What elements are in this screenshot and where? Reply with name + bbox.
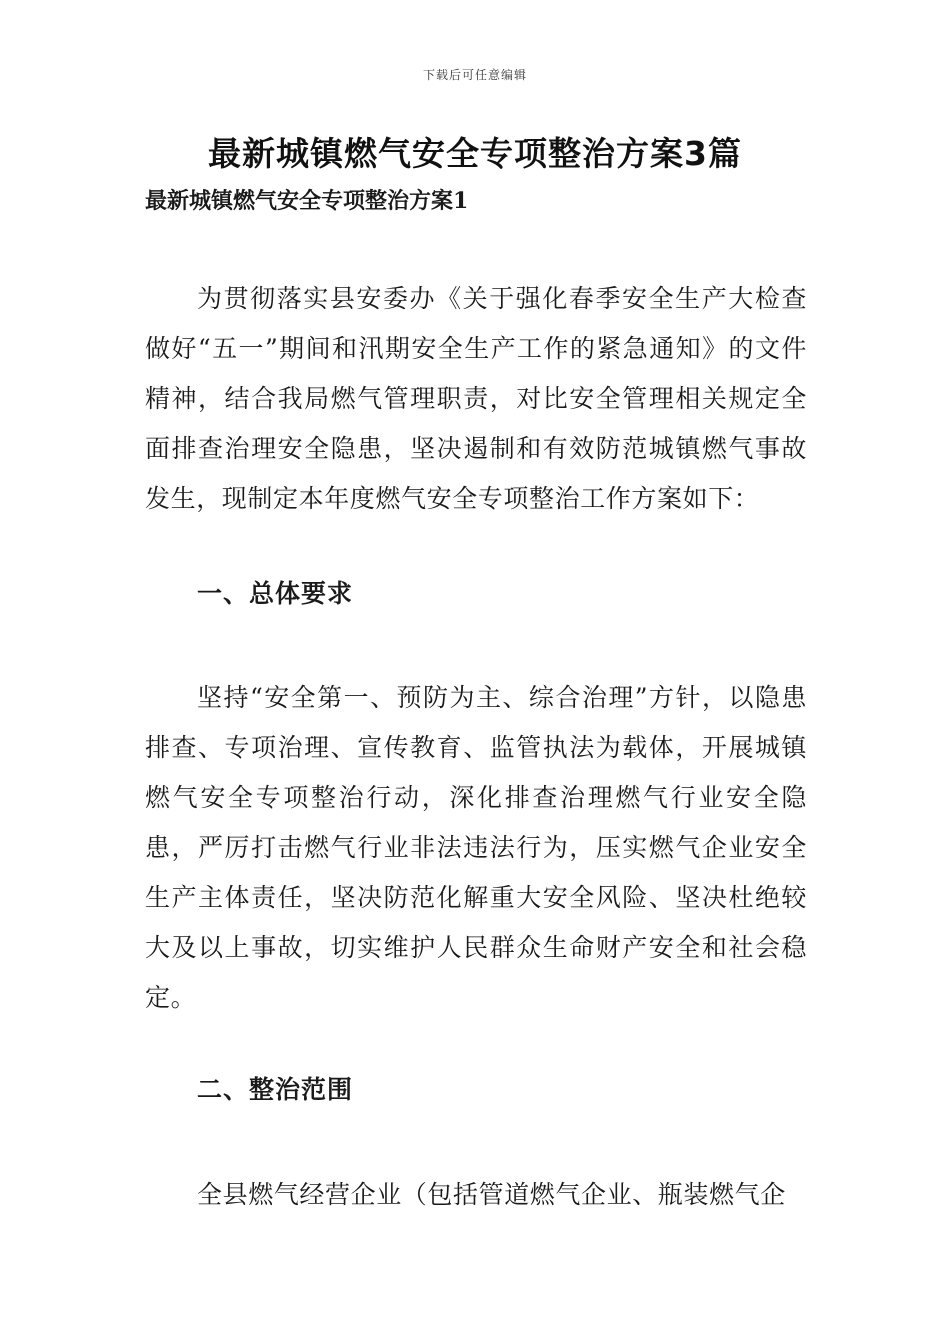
- document-title: 最新城镇燃气安全专项整治方案3篇: [208, 134, 742, 173]
- heading-general-requirements: 一、总体要求: [197, 579, 354, 608]
- requirements-paragraph: 坚持“安全第一、预防为主、综合治理”方针，以隐患排查、专项治理、宣传教育、监管执法为载体，开展城镇燃气安全专项整治行动，深化排查治理燃气行业安全隐患，严厉打击燃气行业非法违法行为，压实燃气企业安全生产主体责任，坚决防范化解重大安全风险、坚决杜绝较大及以上事故，切实维护人民群众生命财产安全和社会稳定。: [145, 683, 807, 1012]
- heading-scope: 二、整治范围: [197, 1075, 354, 1104]
- header-note: 下载后可任意编辑: [422, 68, 527, 82]
- intro-paragraph: 为贯彻落实县安委办《关于强化春季安全生产大检查做好“五一”期间和汛期安全生产工作的紧急通知》的文件精神，结合我局燃气管理职责，对比安全管理相关规定全面排查治理安全隐患，坚决遏制和有效防范城镇燃气事故发生，现制定本年度燃气安全专项整治工作方案如下：: [145, 284, 807, 513]
- scope-paragraph: 全县燃气经营企业（包括管道燃气企业、瓶装燃气企: [197, 1180, 786, 1209]
- section-title: 最新城镇燃气安全专项整治方案1: [145, 188, 469, 214]
